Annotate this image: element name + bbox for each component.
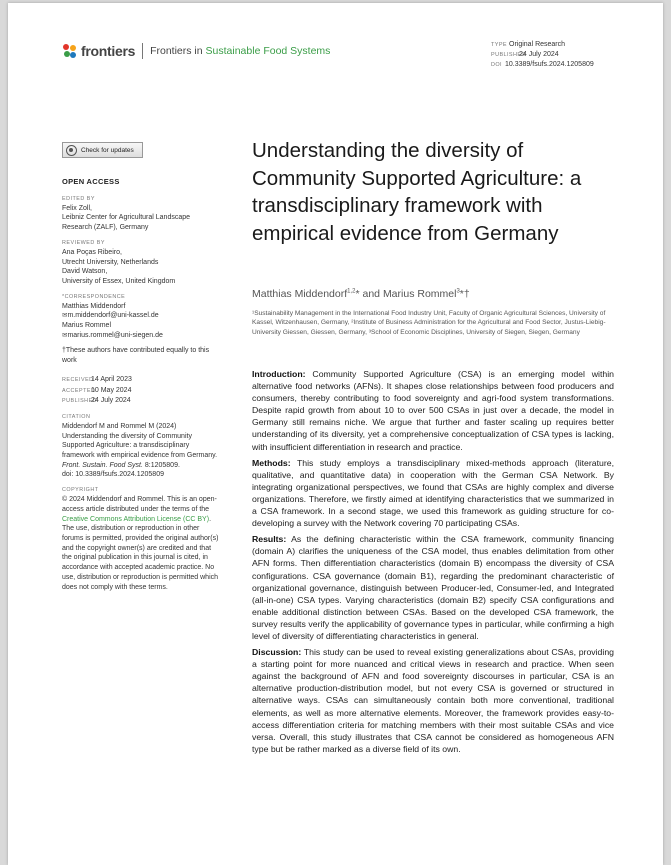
section-text: This study employs a transdisciplinary mixed-methods approach (literature, qualitative, and quantitative data) in cooperation with the German CSA Network. By integrating organizational perspectives, we found that CSAs are highly complex and diverse organizations. Therefore, we firstly aimed at identifying characteristics that we summarized in a CSA framework. In a second stage, we used this framework as guiding structure for co-developing a survey with the Network covering 70 participating CSAs.: [252, 457, 614, 529]
abstract-methods: [252, 457, 614, 530]
article-meta: [491, 40, 594, 70]
section-text: As the defining characteristic within the CSA framework, community financing (domain A) clarifies the uniqueness of the CSA model, thus enables delimitation from other AFN forms. Then differentiation characteristics (domain B) encompass the diversity of CSA configurations. CSA governance (domain B1), regarding the predominant characteristic of organizational governance, distinguish between Producer-led, Consumer-led, and Integrated (all-in-one) CSA types. Varying characteristics (domain B2) specify CSA configurations and enable additional distinction between CSAs. Based on the developed CSA framework, the survey results verify the applicability of governance types in particular, while confirming a high level of diversity of differentiating characteristics in general.: [252, 534, 614, 641]
section-label: Results:: [252, 534, 287, 545]
journal-name: [150, 45, 330, 57]
section-label: Methods:: [252, 457, 291, 468]
refresh-icon: [66, 145, 77, 156]
citation-volume: 8:1205809.: [142, 461, 180, 469]
frontiers-logo-icon: [63, 44, 77, 58]
journal-logo[interactable]: [63, 43, 330, 59]
author-sup: 3: [456, 288, 460, 295]
copyright-text: [62, 495, 222, 592]
author-list: [252, 288, 470, 300]
date-published: [62, 396, 222, 407]
edited-label: EDITED BY: [62, 195, 95, 202]
editor-line: Leibniz Center for Agricultural Landscape: [62, 214, 191, 222]
email-link[interactable]: ✉ m.middendorf@uni-kassel.de: [62, 311, 222, 321]
citation-doi[interactable]: doi: 10.3389/fsufs.2024.1205809: [62, 471, 164, 479]
email-link[interactable]: ✉ marius.rommel@uni-siegen.de: [62, 331, 222, 341]
journal-prefix: Frontiers in: [150, 45, 203, 57]
published-label: PUBLISHED: [62, 398, 98, 405]
editor-line: Research (ZALF), Germany: [62, 224, 149, 232]
reviewer-line: Ana Poças Ribeiro,: [62, 248, 122, 256]
correspondence-label: *CORRESPONDENCE: [62, 293, 126, 300]
author-sup: 1,2: [347, 288, 356, 295]
author-name[interactable]: Marius Rommel: [382, 288, 457, 300]
correspondence: [62, 293, 222, 341]
meta-type: [491, 40, 594, 50]
section-text: This study can be used to reveal existing generalizations about CSAs, providing a starting point for more nuanced and critical views in research and practice. When seen against the background of AFN and food sovereignty discourses in particular, CSA is an alternative production-distribution model, but not every CSA is governed or structured in alternative ways. CSAs can simultaneously contain both more conventional, traditional elements, as well as more alternative elements. Moreover, the framework provides easy-to-access differentiation criteria for matching members with their most suitable CSAs and vice versa. Overall, this study illustrates that CSA cannot be considered as homogeneous AFN type but be rather marked as a diverse field of its own.: [252, 647, 614, 754]
meta-published-label: PUBLISHED: [491, 52, 526, 58]
brand-name: frontiers: [81, 43, 136, 59]
paper-page: [8, 3, 663, 865]
logo-dot-red: [63, 44, 69, 50]
dates: [62, 375, 222, 407]
citation-label: CITATION: [62, 413, 91, 420]
license-link[interactable]: Creative Commons Attribution License (CC BY): [62, 515, 210, 523]
edited-by: [62, 195, 222, 233]
author-name[interactable]: Matthias Middendorf: [252, 288, 348, 300]
reviewer-line: University of Essex, United Kingdom: [62, 277, 176, 285]
correspondent-name: Marius Rommel: [62, 322, 112, 330]
check-updates-button[interactable]: [62, 142, 143, 158]
meta-doi-label: DOI: [491, 62, 502, 68]
reviewed-label: REVIEWED BY: [62, 239, 105, 246]
logo-divider: [142, 43, 143, 59]
article-info-column: [62, 177, 222, 598]
copyright: [62, 486, 222, 592]
accepted-label: ACCEPTED: [62, 387, 96, 394]
accepted-value: 10 May 2024: [91, 386, 132, 394]
citation-text: [62, 422, 222, 480]
meta-published: [491, 50, 594, 60]
citation-body: Middendorf M and Rommel M (2024) Understanding the diversity of Community Supported Agriculture: a transdisciplinary framework with empirical evidence from Germany.: [62, 422, 218, 460]
copyright-post: . The use, distribution or reproduction in other forums is permitted, provided the original author(s) and the copyright owner(s) are credited and that the original publication in this journal is cited, in accordance with accepted academic practice. No use, distribution or reproduction is permitted which does not comply with these terms.: [62, 515, 219, 591]
meta-doi: [491, 60, 594, 70]
reviewer-line: Utrecht University, Netherlands: [62, 258, 159, 266]
author-mark: *: [355, 288, 360, 300]
correspondent-name: Matthias Middendorf: [62, 302, 126, 310]
section-label: Introduction:: [252, 369, 306, 379]
abstract-introduction: [252, 368, 614, 453]
meta-published-value: 24 July 2024: [519, 51, 559, 58]
copyright-label: COPYRIGHT: [62, 487, 99, 494]
article-title: Understanding the diversity of Community Supported Agriculture: a transdisciplinary framework with empirical evidence from Germany: [252, 139, 582, 245]
logo-dot-orange: [70, 45, 76, 51]
date-accepted: [62, 386, 222, 397]
check-updates-label: Check for updates: [81, 146, 134, 154]
date-received: [62, 375, 222, 386]
logo-dot-blue: [70, 52, 76, 58]
editor-line: Felix Zoll,: [62, 204, 92, 212]
section-label: Discussion:: [252, 647, 302, 658]
reviewer-line: David Watson,: [62, 268, 108, 276]
abstract: [252, 368, 614, 759]
section-text: Community Supported Agriculture (CSA) is an emerging model within alternative food networks (AFNs). It shapes close relationships between food producers and consumers, thereby contributing to food sovereignty and agri-food system transformations. Despite rapid growth from about 10 to over 500 CSAs in just over a decade, the model in Germany still remains niche. We argue that further and faster scaling up requires better understanding of its diversity, yet a comprehensive conceptualization of CSA types is lacking, with insufficient differentiation in research and practice.: [252, 369, 614, 452]
received-value: 14 April 2023: [91, 375, 132, 383]
meta-doi-value[interactable]: 10.3389/fsufs.2024.1205809: [505, 61, 594, 68]
reviewed-by: [62, 239, 222, 287]
open-access-label: OPEN ACCESS: [62, 177, 120, 186]
abstract-discussion: [252, 646, 614, 755]
citation-journal: Front. Sustain. Food Syst.: [62, 461, 143, 469]
received-label: RECEIVED: [62, 376, 94, 383]
author-and: and: [359, 288, 383, 300]
affiliations: ¹Sustainability Management in the International Food Industry Unit, Faculty of Organic Agricultural Sciences, University of Kassel, Witzenhausen, Germany, ²Institute of Business Administration for the Agricultural and Food Sector, Justus-Liebig-University Giessen, Giessen, Germany, ³School of Economic Disciplines, University of Siegen, Siegen, Germany: [252, 310, 606, 336]
meta-type-label: TYPE: [491, 42, 507, 48]
published-value: 24 July 2024: [91, 397, 131, 405]
equal-contribution-note: †These authors have contributed equally to this work: [62, 347, 210, 365]
author-mark: *†: [459, 288, 470, 300]
abstract-results: [252, 533, 614, 642]
meta-type-value: Original Research: [509, 41, 566, 48]
journal-title: Sustainable Food Systems: [205, 45, 331, 57]
citation: [62, 413, 222, 480]
copyright-pre: © 2024 Middendorf and Rommel. This is an open-access article distributed under the terms of the: [62, 496, 217, 513]
